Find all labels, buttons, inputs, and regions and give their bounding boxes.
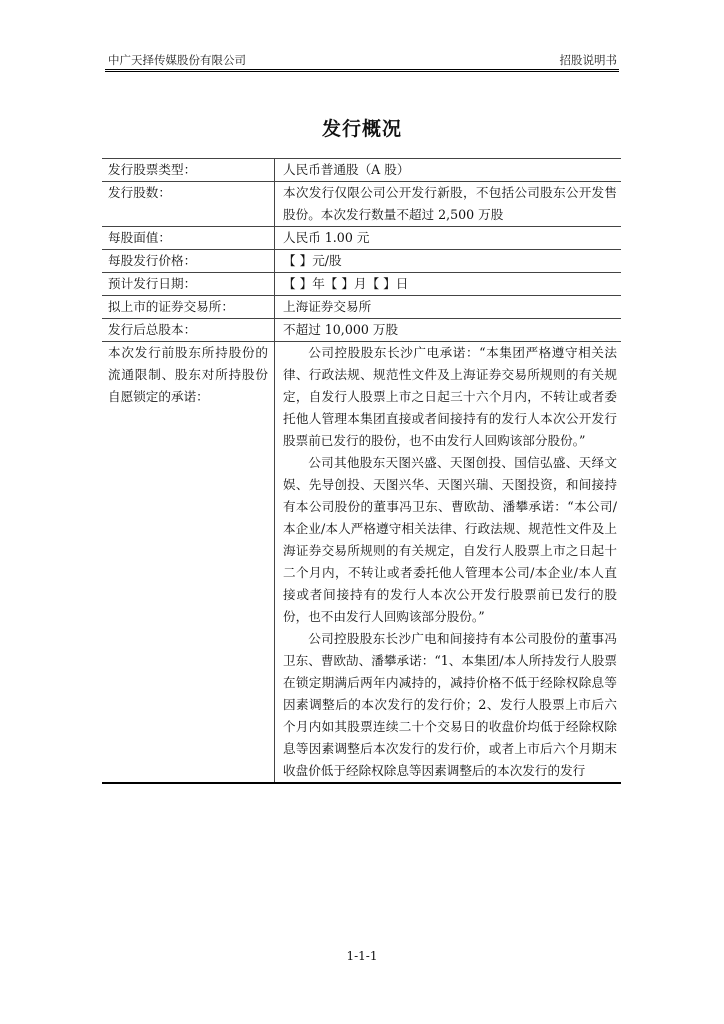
page-title: 发行概况 (321, 118, 402, 140)
row-value: 【 】年【 】月【 】日 (275, 273, 622, 296)
table-row (102, 182, 621, 227)
lockup-label: 本次发行前股东所持股份的流通限制、股东对所持股份自愿锁定的承诺： (102, 342, 275, 784)
row-label: 拟上市的证券交易所： (102, 296, 275, 319)
row-value: 人民币普通股（A 股） (275, 159, 622, 182)
header-rule (105, 69, 619, 72)
table-row (102, 227, 621, 250)
row-value: 本次发行仅限公司公开发行新股，不包括公司股东公开发售股份。本次发行数量不超过 2,500 万股 (275, 182, 622, 227)
row-label: 预计发行日期： (102, 273, 275, 296)
row-label: 每股面值： (102, 227, 275, 250)
lockup-paragraph: 公司控股股东长沙广电和间接持有本公司股份的董事冯卫东、曹欧劼、潘攀承诺：“1、本集团/本人所持发行人股票在锁定期满后两年内减持的，减持价格不低于经除权除息等因素调整后的本次发行的发行价；2、发行人股票上市后六个月内如其股票连续二十个交易日的收盘价均低于经除权除息等因素调整后本次发行的发行价，或者上市后六个月期末收盘价低于经除权除息等因素调整后的本次发行的发行 (283, 631, 617, 778)
lockup-paragraph: 公司其他股东天图兴盛、天图创投、国信弘盛、天绎文娱、先导创投、天图兴华、天图兴瑞、天图投资，和间接持有本公司股份的董事冯卫东、曹欧劼、潘攀承诺：“本公司/本企业/本人严格遵守相关法律、行政法规、规范性文件及上海证券交易所规则的有关规定，自发行人股票上市之日起十二个月内，不转让或者委托他人管理本公司/本企业/本人直接或者间接持有的发行人本次公开发行股票前已发行的股份，也不由发行人回购该部分股份。” (283, 455, 617, 624)
table-row (102, 319, 621, 342)
row-value: 不超过 10,000 万股 (275, 319, 622, 342)
table-row (102, 296, 621, 319)
issuance-overview-table (102, 158, 621, 784)
table-row-lockup (102, 342, 621, 784)
table-row (102, 273, 621, 296)
row-value: 上海证券交易所 (275, 296, 622, 319)
row-value: 人民币 1.00 元 (275, 227, 622, 250)
table-row (102, 159, 621, 182)
row-label: 发行股数： (102, 182, 275, 227)
lockup-commitments (275, 342, 622, 784)
page-number: 1-1-1 (346, 949, 378, 963)
row-label: 每股发行价格： (102, 250, 275, 273)
header-company: 中广天择传媒股份有限公司 (108, 53, 246, 67)
header-doc-type: 招股说明书 (559, 53, 617, 67)
row-label: 发行后总股本： (102, 319, 275, 342)
table-row (102, 250, 621, 273)
row-label: 发行股票类型： (102, 159, 275, 182)
lockup-paragraph: 公司控股股东长沙广电承诺：“本集团严格遵守相关法律、行政法规、规范性文件及上海证券交易所规则的有关规定，自发行人股票上市之日起三十六个月内，不转让或者委托他人管理本集团直接或者间接持有的发行人本次公开发行股票前已发行的股份，也不由发行人回购该部分股份。” (283, 345, 617, 448)
row-value: 【 】元/股 (275, 250, 622, 273)
